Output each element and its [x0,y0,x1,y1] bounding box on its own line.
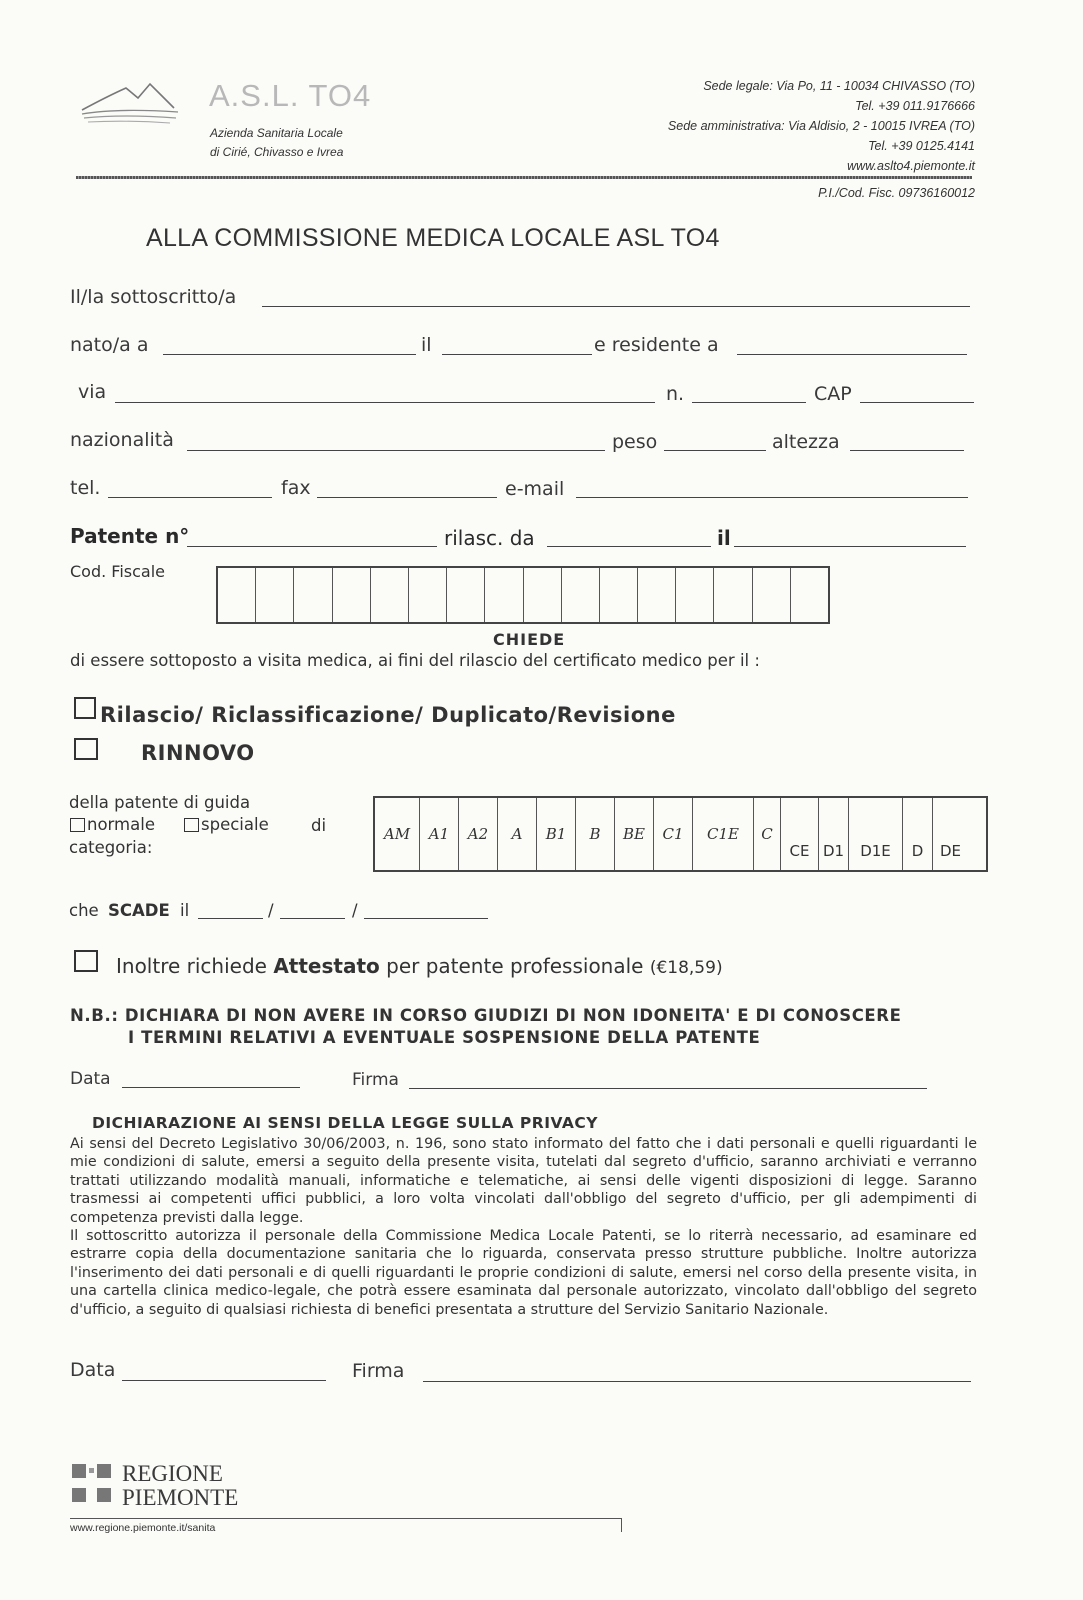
rilascio-label: Rilascio/ Riclassificazione/ Duplicato/Revisione [100,703,676,727]
tel-legale: Tel. +39 011.9176666 [855,99,975,113]
codice-fiscale-boxes[interactable] [216,566,830,624]
cat-a1[interactable]: A1 [420,798,459,870]
cf-cell[interactable] [409,568,447,622]
attestato-checkbox[interactable] [74,950,98,972]
cat-ce[interactable]: CE [781,798,819,870]
website-link[interactable]: www.aslto4.piemonte.it [847,159,975,173]
label-nazionalita: nazionalità [70,429,174,451]
regione-line-1: REGIONE [122,1461,223,1486]
sign2-firma-label: Firma [352,1360,405,1382]
scade-mese-input[interactable] [280,918,345,919]
label-tel: tel. [70,477,101,499]
nato-input[interactable] [163,354,416,355]
label-n: n. [666,383,685,405]
attestato-post: per patente professionale [386,954,644,978]
sede-legale: Sede legale: Via Po, 11 - 10034 CHIVASSO (TO) [703,79,975,93]
normale-label: normale [87,815,155,834]
org-short-name: A.S.L. TO4 [209,78,372,113]
nb-line-2: I TERMINI RELATIVI A EVENTUALE SOSPENSIONE DELLA PATENTE [128,1028,761,1047]
label-peso: peso [612,431,658,453]
label-codfisc: Cod. Fiscale [70,562,165,581]
cf-cell[interactable] [256,568,294,622]
di-label: di [311,816,327,835]
page-title: ALLA COMMISSIONE MEDICA LOCALE ASL TO4 [146,224,720,252]
nb-line-1: N.B.: DICHIARA DI NON AVERE IN CORSO GIUDIZI DI NON IDONEITA' E DI CONOSCERE [70,1006,902,1025]
email-input[interactable] [576,497,968,498]
sottoscritto-input[interactable] [262,306,970,307]
sign1-firma-label: Firma [352,1070,399,1090]
label-patente: Patente n° [70,524,190,548]
rinnovo-checkbox[interactable] [74,738,98,760]
cat-b1[interactable]: B1 [537,798,576,870]
attestato-bold: Attestato [273,954,380,978]
scade-slash-2: / [352,901,358,920]
label-rilasc: rilasc. da [444,526,535,550]
peso-input[interactable] [664,450,766,451]
cat-d1[interactable]: D1 [819,798,849,870]
cf-cell[interactable] [600,568,638,622]
cf-cell[interactable] [333,568,371,622]
org-description [210,124,343,162]
cf-cell[interactable] [371,568,409,622]
data-rilascio-input[interactable] [734,546,966,547]
sign1-data-label: Data [70,1069,111,1089]
chiede-text: di essere sottoposto a visita medica, ai fini del rilascio del certificato medico per il : [70,651,760,670]
label-residente: e residente a [594,334,719,356]
data-nascita-input[interactable] [442,354,592,355]
cat-am[interactable]: AM [375,798,420,870]
tel-input[interactable] [108,497,272,498]
cap-input[interactable] [860,402,974,403]
sign2-data-label: Data [70,1359,116,1381]
residente-input[interactable] [737,354,967,355]
header-contacts [668,76,975,176]
cat-c1e[interactable]: C1E [693,798,754,870]
via-input[interactable] [115,402,655,403]
cat-a[interactable]: A [498,798,537,870]
privacy-paragraph-2: Il sottoscritto autorizza il personale della Commissione Medica Locale Patenti, se lo riterrà necessario, ad esaminare ed estrarre copia della documentazione sanitaria che lo riguarda, conservata presso strutture pubbliche. Inoltre autorizza l'inserimento dei dati personali e di quelli riguardanti le proprie condizioni di salute, emersi nel corso della presente visita, in una cartella clinica medico-legale, che potrà essere esaminata dal personale autorizzato, vincolato dall'obbligo del segreto d'ufficio, a seguito di qualsiasi richiesta di benefici presentata a strutture del Servizio Sanitario Nazionale. [70,1228,977,1318]
numero-input[interactable] [692,402,806,403]
org-line-1: Azienda Sanitaria Locale [210,126,343,140]
attestato-line [116,954,723,978]
cat-a2[interactable]: A2 [459,798,498,870]
attestato-pre: Inoltre richiede [116,954,267,978]
privacy-body [70,1135,977,1319]
cf-cell[interactable] [485,568,523,622]
scade-anno-input[interactable] [364,918,488,919]
rilasc-input[interactable] [547,546,711,547]
fax-input[interactable] [317,497,497,498]
cf-cell[interactable] [447,568,485,622]
org-line-2: di Cirié, Chivasso e Ivrea [210,145,344,159]
cf-cell[interactable] [753,568,791,622]
categorie-table [373,796,988,872]
patente-input[interactable] [187,546,437,547]
label-fax: fax [281,477,311,499]
footer-divider [70,1518,622,1519]
sede-amministrativa: Sede amministrativa: Via Aldisio, 2 - 10015 IVREA (TO) [667,119,975,133]
asl-mountain-logo [78,78,188,128]
nazionalita-input[interactable] [187,450,605,451]
sign2-data-input[interactable] [122,1380,326,1381]
cf-cell[interactable] [218,568,256,622]
scade-slash-1: / [268,901,274,920]
label-cap: CAP [814,383,852,405]
scade-che: che [69,901,99,920]
speciale-checkbox[interactable] [184,818,199,832]
label-email: e-mail [505,478,565,500]
cat-c[interactable]: C [754,798,781,870]
regione-line-2: PIEMONTE [122,1485,239,1510]
privacy-paragraph-1: Ai sensi del Decreto Legislativo 30/06/2003, n. 196, sono stato informato del fatto che i dati personali e quelli riguardanti le mie condizioni di salute, emersi a seguito della presente visita, tutelati dal segreto d'ufficio, saranno archiviati e verranno trattati utilizzando modalità manuali, informatiche e telematiche, ai sensi delle vigenti disposizioni di legge. Saranno trasmessi ai competenti uffici pubblici, a loro volta vincolati dall'obbligo del segreto d'ufficio, per gli adempimenti di competenza previsti dalla legge. [70,1136,977,1226]
label-il: il [421,334,432,356]
cf-cell[interactable] [524,568,562,622]
cf-cell[interactable] [638,568,676,622]
footer-website-link[interactable]: www.regione.piemonte.it/sanita [70,1522,216,1534]
header-divider [76,176,972,179]
speciale-label: speciale [201,815,269,834]
label-nato: nato/a a [70,334,149,356]
privacy-title: DICHIARAZIONE AI SENSI DELLA LEGGE SULLA PRIVACY [92,1114,599,1132]
altezza-input[interactable] [850,450,964,451]
rilascio-checkbox[interactable] [74,697,96,719]
label-sottoscritto: Il/la sottoscritto/a [70,286,237,308]
regione-logo-icon [72,1462,120,1508]
label-via: via [78,381,107,403]
cat-be[interactable]: BE [615,798,654,870]
tel-amministrativa: Tel. +39 0125.4141 [868,139,975,153]
cf-cell[interactable] [562,568,600,622]
sign1-firma-input[interactable] [409,1088,927,1089]
attestato-price: (€18,59) [649,958,723,978]
cf-cell[interactable] [791,568,828,622]
cat-b[interactable]: B [576,798,615,870]
scade-label: SCADE [108,901,170,920]
categoria-label: categoria: [69,838,153,857]
scade-il: il [180,901,190,920]
cf-cell[interactable] [714,568,752,622]
cf-cell[interactable] [294,568,332,622]
cat-de[interactable]: DE [939,842,962,860]
label-altezza: altezza [772,431,840,453]
scade-giorno-input[interactable] [198,918,263,919]
sign2-firma-input[interactable] [423,1381,971,1382]
patente-guida-label: della patente di guida [69,793,251,812]
chiede-heading: CHIEDE [493,630,566,649]
rinnovo-label: RINNOVO [141,741,255,765]
regione-name [122,1462,238,1510]
sign1-data-input[interactable] [122,1087,300,1088]
piva: P.I./Cod. Fisc. 09736160012 [818,186,975,200]
label-il-rilascio: il [717,526,731,550]
cat-d1e[interactable]: D1E [849,798,903,870]
normale-checkbox[interactable] [70,818,85,832]
cat-d[interactable]: D [903,798,933,870]
cat-c1[interactable]: C1 [654,798,693,870]
cf-cell[interactable] [676,568,714,622]
footer-divider-tick [621,1518,622,1532]
